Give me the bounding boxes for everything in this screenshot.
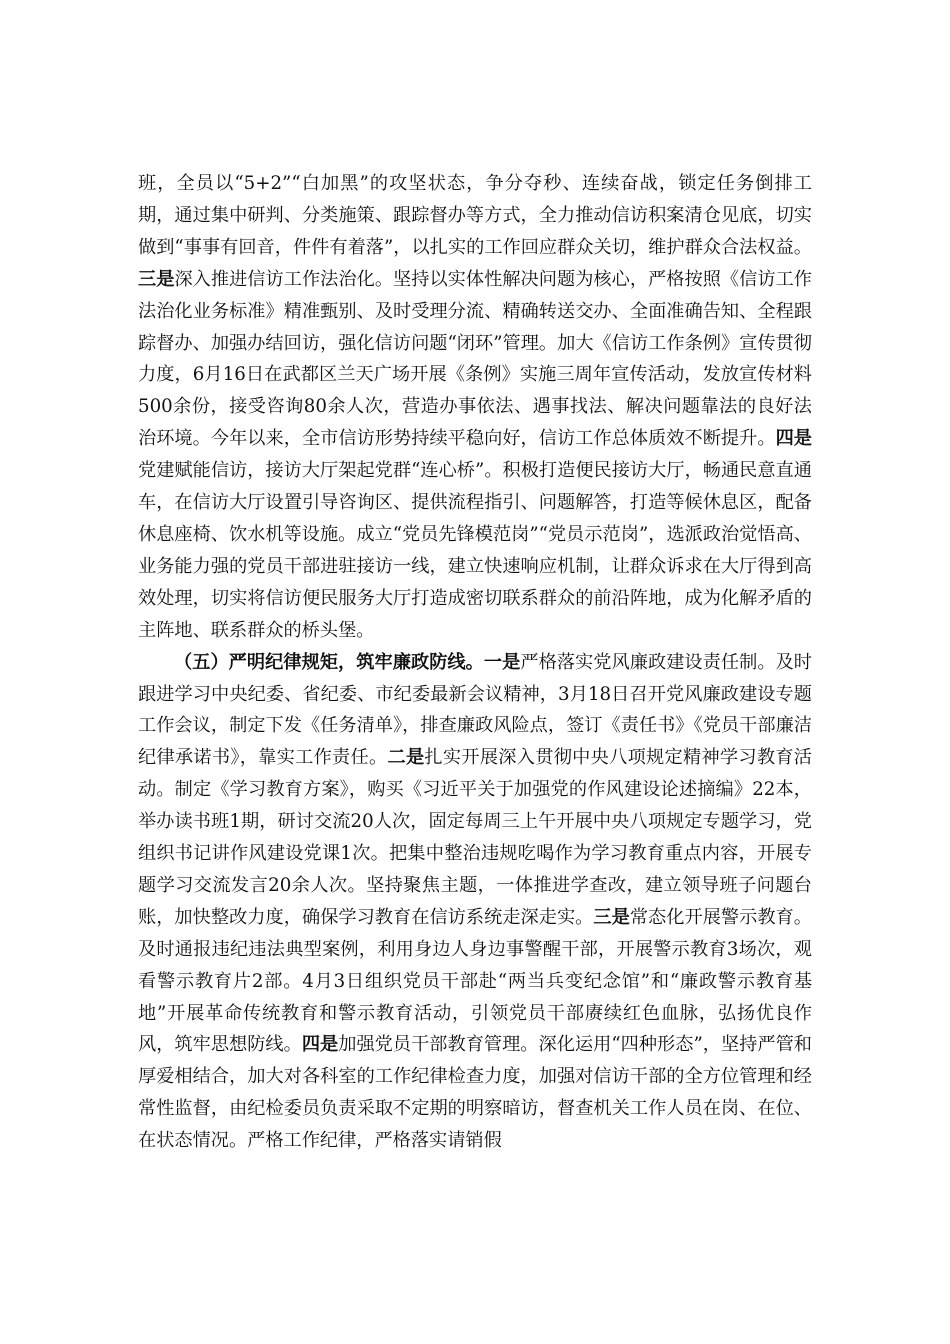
text-segment: 班，全员以“5+2”“白加黑”的攻坚状态，争分夺秒、连续奋战，锁定任务倒排工期，通过集中研判、分类施策、跟踪督办等方式，全力推动信访积案清仓见底，切实做到“事事有回音，件件有着落”，以扎实的工作回应群众关切，维护群众合法权益。 [138, 173, 812, 258]
text-segment: 加强党员干部教育管理。深化运用“四种形态”，坚持严管和厚爱相结合，加大对各科室的工作纪律检查力度，加强对信访干部的全方位管理和经常性监督，由纪检委员负责采取不定期的明察暗访，督查机关工作人员在岗、在位、在状态情况。严格工作纪律，严格落实请销假 [138, 1034, 812, 1152]
bold-lead: 四是 [301, 1034, 339, 1056]
text-segment: 党建赋能信访，接访大厅架起党群“连心桥”。积极打造便民接访大厅，畅通民意直通车，在信访大厅设置引导咨询区、提供流程指引、问题解答，打造等候休息区，配备休息座椅、饮水机等设施。成立“党员先锋模范岗”“党员示范岗”，选派政治觉悟高、业务能力强的党员干部进驻接访一线，建立快速响应机制，让群众诉求在大厅得到高效处理，切实将信访便民服务大厅打造成密切联系群众的前沿阵地，成为化解矛盾的主阵地、联系群众的桥头堡。 [138, 460, 812, 641]
text-segment: 深入推进信访工作法治化。坚持以实体性解决问题为核心，严格按照《信访工作法治化业务标准》精准甄别、及时受理分流、精确转送交办、全面准确告知、全程跟踪督办、加强办结回访，强化信访问题“闭环”管理。加大《信访工作条例》宣传贯彻力度，6月16日在武都区兰天广场开展《条例》实施三周年宣传活动，发放宣传材料500余份，接受咨询80余人次，营造办事依法、遇事找法、解决问题靠法的良好法治环境。今年以来，全市信访形势持续平稳向好，信访工作总体质效不断提升。 [138, 268, 812, 450]
bold-lead: 二是 [387, 747, 425, 769]
bold-lead: 三是 [593, 906, 630, 928]
bold-lead: 四是 [775, 428, 812, 450]
text-segment: 扎实开展深入贯彻中央八项规定精神学习教育活动。制定《学习教育方案》，购买《习近平关于加强党的作风建设论述摘编》22本，举办读书班1期，研讨交流20人次，固定每周三上午开展中央八项规定专题学习，党组织书记讲作风建设党课1次。把集中整治违规吃喝作为学习教育重点内容，开展专题学习交流发言20余人次。坚持聚焦主题，一体推进学查改，建立领导班子问题台账，加快整改力度，确保学习教育在信访系统走深走实。 [138, 747, 812, 928]
text-segment: 常态化开展警示教育。及时通报违纪违法典型案例，利用身边人身边事警醒干部，开展警示教育3场次，观看警示教育片2部。4月3日组织党员干部赴“两当兵变纪念馆”和“廉政警示教育基地”开展革命传统教育和警示教育活动，引领党员干部赓续红色血脉，弘扬优良作风，筑牢思想防线。 [138, 906, 812, 1056]
document-page [138, 168, 812, 1157]
paragraph-2 [138, 647, 812, 1158]
paragraph-1 [138, 168, 812, 647]
text-segment: 严格落实党风廉政建设责任制。及时跟进学习中央纪委、省纪委、市纪委最新会议精神，3月18日召开党风廉政建设专题工作会议，制定下发《任务清单》，排查廉政风险点，签订《责任书》《党员干部廉洁纪律承诺书》，靠实工作责任。 [138, 651, 812, 769]
bold-lead: 三是 [138, 268, 175, 290]
section-heading: （五）严明纪律规矩，筑牢廉政防线。一是 [174, 651, 521, 673]
